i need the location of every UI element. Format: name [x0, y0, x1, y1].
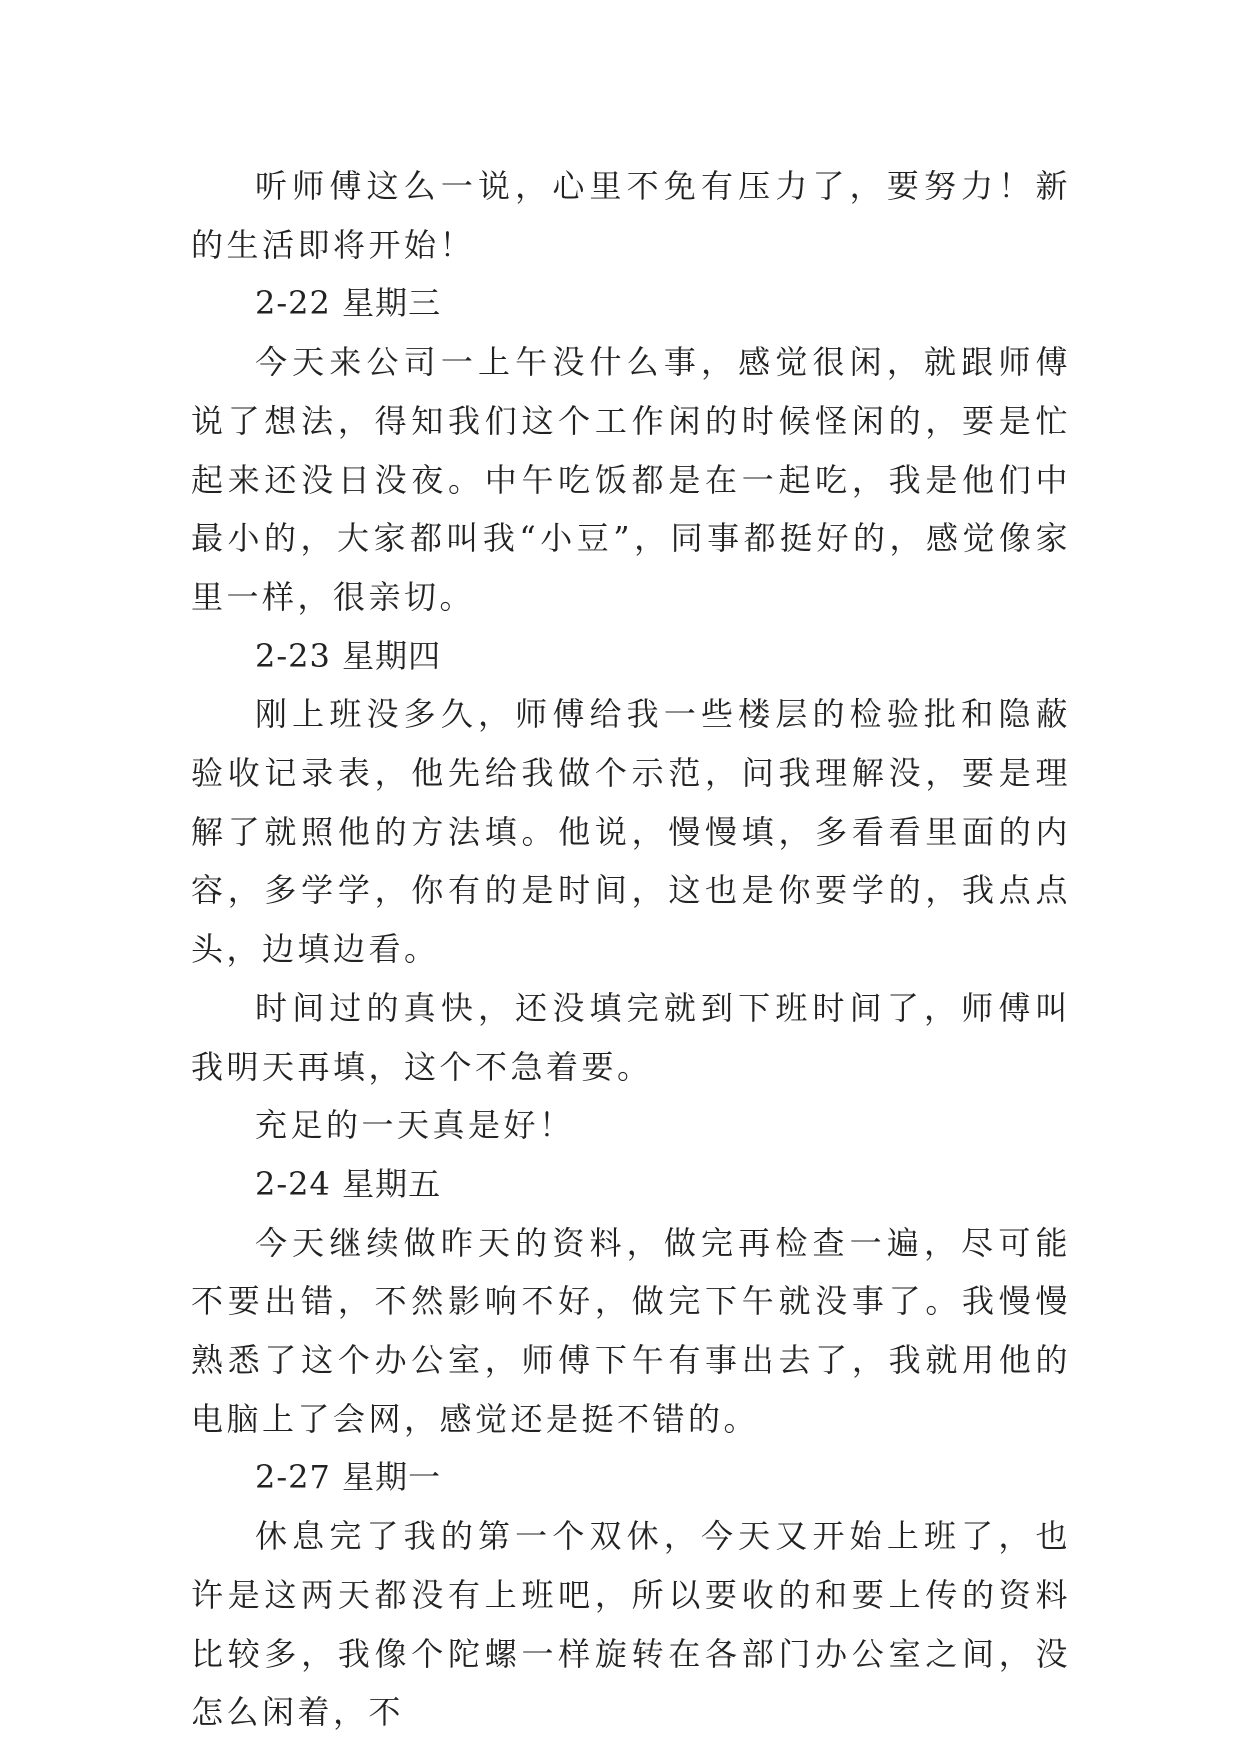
date-heading: 2-24 星期五: [255, 1164, 442, 1203]
date-heading: 2-23 星期四: [255, 636, 442, 675]
paragraph: 时间过的真快，还没填完就到下班时间了，师傅叫我明天再填，这个不急着要。: [191, 988, 1071, 1086]
paragraph: 听师傅这么一说，心里不免有压力了，要努力！新的生活即将开始！: [191, 167, 1071, 264]
document-body: [191, 157, 1071, 1742]
paragraph: 充足的一天真是好！: [255, 1106, 575, 1145]
paragraph: 刚上班没多久，师傅给我一些楼层的检验批和隐蔽验收记录表，他先给我做个示范，问我理解没，要是理解了就照他的方法填。他说，慢慢填，多看看里面的内容，多学学，你有的是时间，这也是你要学的，我点点头，边填边看。: [191, 695, 1071, 969]
date-heading: 2-27 星期一: [255, 1458, 442, 1497]
date-heading: 2-22 星期三: [255, 284, 442, 323]
paragraph: 休息完了我的第一个双休，今天又开始上班了，也许是这两天都没有上班吧，所以要收的和要上传的资料比较多，我像个陀螺一样旋转在各部门办公室之间，没怎么闲着，不: [191, 1517, 1071, 1732]
paragraph: 今天来公司一上午没什么事，感觉很闲，就跟师傅说了想法，得知我们这个工作闲的时候怪闲的，要是忙起来还没日没夜。中午吃饭都是在一起吃，我是他们中最小的，大家都叫我“小豆”，同事都挺好的，感觉像家里一样，很亲切。: [191, 343, 1071, 616]
paragraph: 今天继续做昨天的资料，做完再检查一遍，尽可能不要出错，不然影响不好，做完下午就没事了。我慢慢熟悉了这个办公室，师傅下午有事出去了，我就用他的电脑上了会网，感觉还是挺不错的。: [191, 1223, 1071, 1438]
